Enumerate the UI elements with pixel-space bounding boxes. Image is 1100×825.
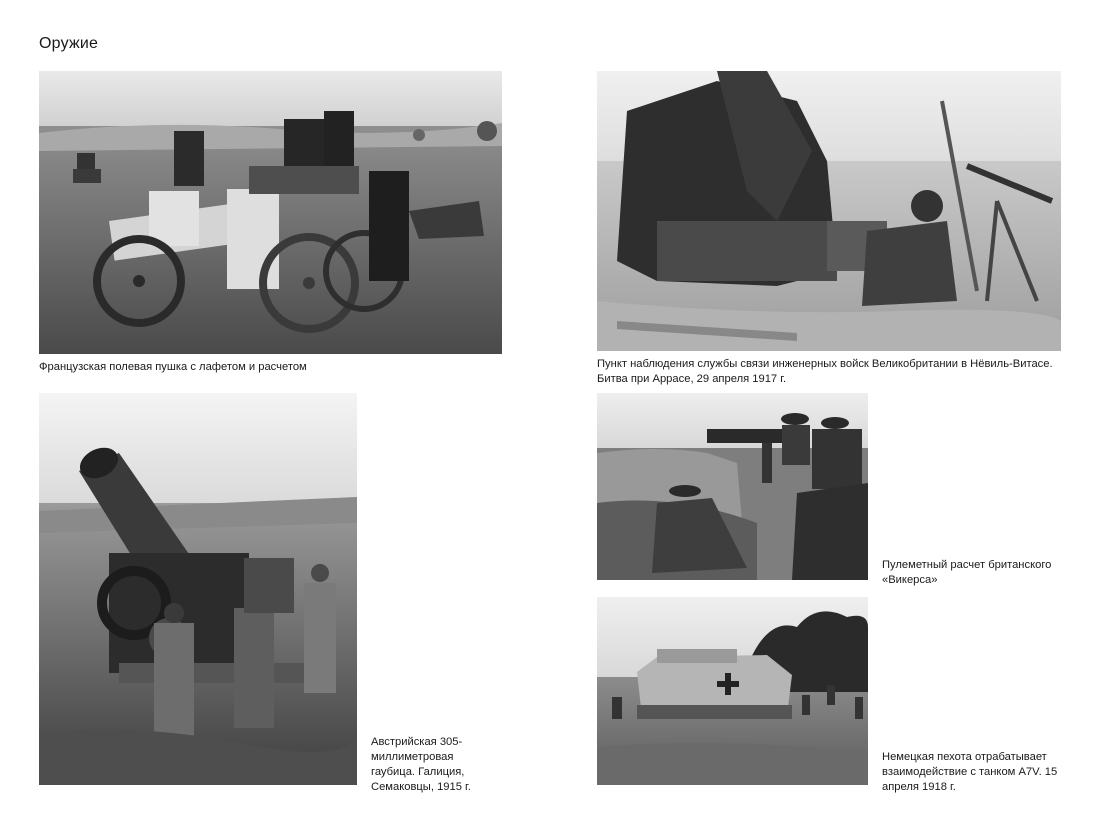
page-title: Оружие (39, 35, 99, 52)
photo-caption: Пулеметный расчет британского «Викерса» (882, 559, 1052, 586)
photo-caption: Французская полевая пушка с лафетом и расчетом (39, 361, 307, 373)
photo-observation-post (597, 71, 1061, 351)
photo-caption: Австрийская 305-миллиметровая гаубица. Галиция, Семаковцы, 1915 г. (371, 736, 471, 793)
photo-vickers-crew (597, 393, 868, 580)
photo-caption: Немецкая пехота отрабатывает взаимодействие с танком A7V. 15 апреля 1918 г. (882, 751, 1058, 793)
photo-caption: Пункт наблюдения службы связи инженерных войск Великобритании в Нёвиль-Витасе. Битва при Аррасе, 29 апреля 1917 г. (597, 358, 1053, 385)
photo-a7v-tank (597, 597, 868, 785)
photo-french-field-gun (39, 71, 502, 354)
photo-austrian-howitzer (39, 393, 357, 785)
